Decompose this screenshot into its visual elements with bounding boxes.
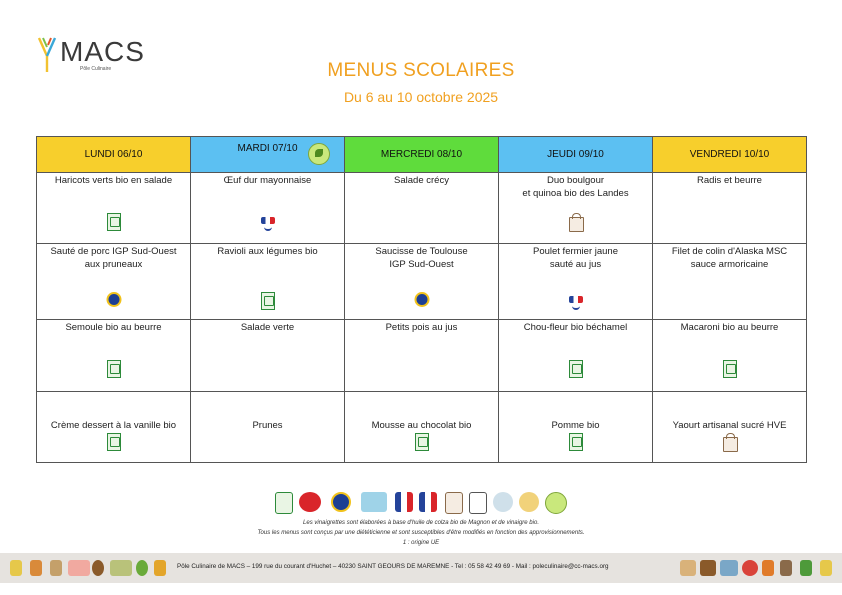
menu-cell [191, 320, 345, 392]
menu-row-starter [37, 173, 807, 244]
menu-cell [37, 244, 191, 320]
dish-name: Mousse au chocolat bio [371, 420, 472, 431]
chestnut-icon [92, 560, 104, 576]
day-header-label: MARDI 07/10 [237, 143, 298, 154]
vegetarian-leaf-icon [545, 492, 567, 514]
day-header-wednesday: MERCREDI 08/10 [345, 137, 499, 173]
menu-cell [191, 244, 345, 320]
menu-cell [37, 392, 191, 463]
ab-icon [723, 360, 737, 378]
croissant-icon [680, 560, 696, 576]
bottle-icon [10, 560, 22, 576]
note-dietitian: Tous les menus sont conçus par une diététicienne et sont susceptibles d'être modifiés en fonction des approvisionnements. [257, 530, 585, 536]
menu-cell [653, 392, 807, 463]
dish-name: Duo boulgour et quinoa bio des Landes [522, 175, 629, 199]
igp-icon [414, 292, 429, 307]
menu-cell [499, 320, 653, 392]
pig-icon [68, 560, 90, 576]
france-origin-icon [395, 492, 413, 512]
msc-icon [361, 492, 387, 512]
dish-name: Salade verte [240, 322, 295, 333]
dish-name: Semoule bio au beurre [65, 322, 162, 333]
corn-icon [154, 560, 166, 576]
france-origin-icon [258, 213, 278, 231]
leek-icon [800, 560, 812, 576]
menu-row-dessert [37, 392, 807, 463]
dish-name: Filet de colin d'Alaska MSC sauce armoricaine [671, 246, 788, 270]
fish-icon [720, 560, 738, 576]
ab-icon [569, 360, 583, 378]
bread-loaf-icon [700, 560, 716, 576]
menu-row-main [37, 244, 807, 320]
menu-cell [499, 392, 653, 463]
dish-name: Œuf dur mayonnaise [223, 175, 312, 186]
eco-label-icon [493, 492, 513, 512]
label-rouge-icon [299, 492, 321, 512]
apple-icon [742, 560, 758, 576]
footer-address: Pôle Culinaire de MACS – 199 rue du courant d'Huchet – 40230 SAINT GEOURS DE MAREMNE - Tel : 05 58 42 49 69 - Mail : poleculinaire@cc-macs.org [177, 563, 609, 570]
menu-cell [345, 244, 499, 320]
menu-cell [653, 320, 807, 392]
dish-name: Ravioli aux légumes bio [217, 246, 318, 257]
ab-icon [275, 492, 293, 514]
day-header-friday: VENDREDI 10/10 [653, 137, 807, 173]
ab-icon [107, 213, 121, 231]
vegetable-icon [136, 560, 148, 576]
day-header-monday: LUNDI 06/10 [37, 137, 191, 173]
menu-cell [345, 173, 499, 244]
dish-name: Radis et beurre [697, 175, 762, 186]
local-bag-icon [568, 213, 584, 231]
label-legend-strip [275, 492, 575, 514]
hve-icon [469, 492, 487, 514]
footer-bar [0, 553, 842, 583]
vegetarian-leaf-icon [308, 143, 330, 165]
france-origin-icon [566, 292, 586, 310]
dish-name: Salade crécy [394, 175, 449, 186]
note-origin: 1 : origine UE [402, 540, 440, 546]
day-header-thursday: JEUDI 09/10 [499, 137, 653, 173]
menu-cell [653, 173, 807, 244]
menu-cell [345, 320, 499, 392]
local-bag-icon [445, 492, 463, 514]
page-subtitle: Du 6 au 10 octobre 2025 [343, 89, 499, 105]
igp-icon [331, 492, 351, 512]
ab-icon [107, 433, 121, 451]
ab-icon [569, 433, 583, 451]
carrot-icon [30, 560, 42, 576]
dish-name: Haricots verts bio en salade [54, 175, 173, 186]
dish-name: Sauté de porc IGP Sud-Ouest aux pruneaux [50, 246, 177, 270]
menu-row-side [37, 320, 807, 392]
dish-name: Petits pois au jus [385, 322, 458, 333]
dish-name: Chou-fleur bio béchamel [523, 322, 628, 333]
menu-cell [653, 244, 807, 320]
dish-name: Saucisse de Toulouse IGP Sud-Ouest [375, 246, 468, 270]
page-title: MENUS SCOLAIRES [327, 60, 515, 81]
menu-cell [191, 173, 345, 244]
bottle-icon [820, 560, 832, 576]
dish-name: Crème dessert à la vanille bio [50, 420, 177, 431]
chicken-icon [780, 560, 792, 576]
menu-cell [37, 173, 191, 244]
menu-cell [37, 320, 191, 392]
dish-name: Prunes [252, 420, 283, 431]
grain-icon [110, 560, 132, 576]
logo-brand: MACS [60, 36, 145, 67]
local-bag-icon [722, 433, 738, 451]
france-meat-icon [419, 492, 437, 512]
igp-icon [106, 292, 121, 307]
day-header-tuesday [191, 137, 345, 173]
ab-icon [415, 433, 429, 451]
dish-name: Pomme bio [551, 420, 600, 431]
carrot-icon [762, 560, 774, 576]
logo-subtitle: Pôle Culinaire [80, 66, 112, 72]
dish-name: Yaourt artisanal sucré HVE [672, 420, 787, 431]
menu-cell [499, 244, 653, 320]
menu-table [36, 136, 807, 463]
ab-icon [261, 292, 275, 310]
note-vinaigrette: Les vinaigrettes sont élaborées à base d'huile de colza bio de Magnon et de vinaigre bio. [303, 520, 539, 526]
dish-name: Macaroni bio au beurre [680, 322, 779, 333]
menu-header-row [37, 137, 807, 173]
fair-trade-icon [519, 492, 539, 512]
menu-cell [191, 392, 345, 463]
menu-cell [499, 173, 653, 244]
bread-icon [50, 560, 62, 576]
menu-cell [345, 392, 499, 463]
dish-name: Poulet fermier jaune sauté au jus [532, 246, 619, 270]
ab-icon [107, 360, 121, 378]
